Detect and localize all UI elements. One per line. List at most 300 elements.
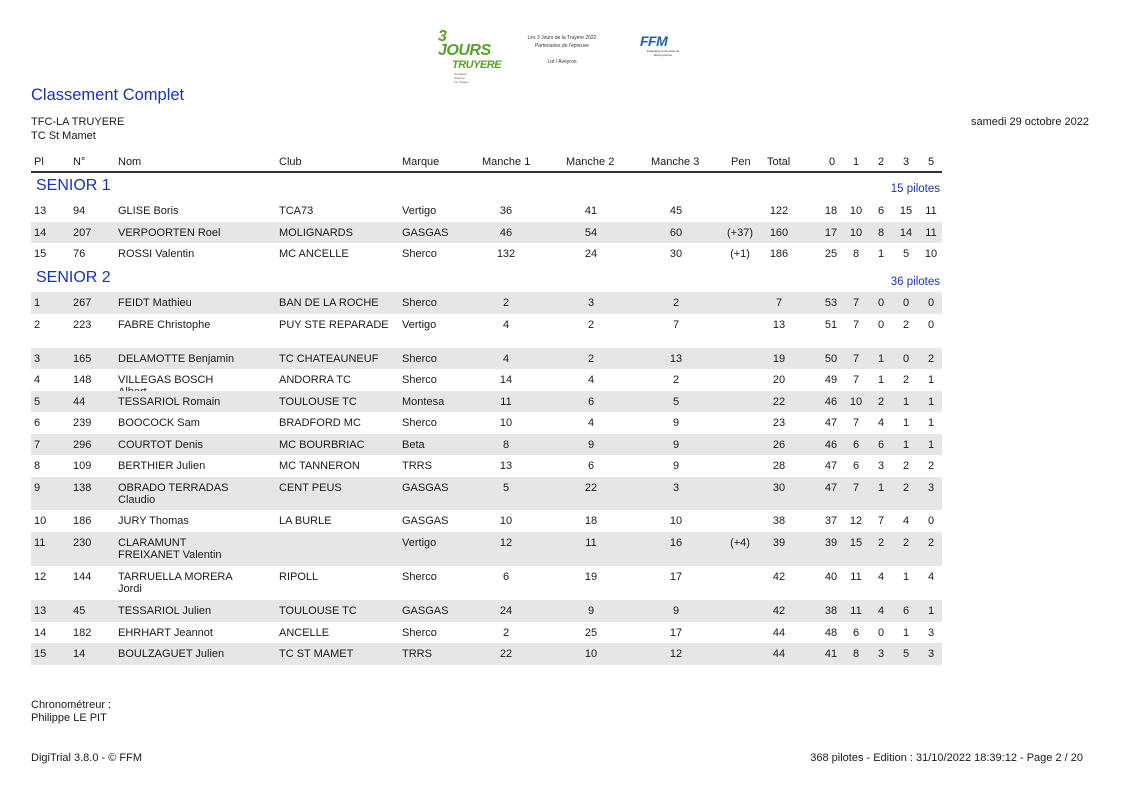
category-count: 15 pilotes bbox=[890, 183, 940, 195]
table-row bbox=[31, 455, 942, 477]
cell-m2: 9 bbox=[587, 605, 595, 617]
cell-marque: Sherco bbox=[402, 353, 437, 365]
cell-z3: 2 bbox=[902, 374, 910, 386]
cell-m2: 9 bbox=[587, 439, 595, 451]
cell-num: 165 bbox=[73, 353, 92, 365]
cell-z0: 47 bbox=[824, 417, 838, 429]
col-club: Club bbox=[279, 156, 302, 168]
cell-z3: 15 bbox=[899, 205, 913, 217]
cell-club: BRADFORD MC bbox=[279, 417, 361, 429]
cell-marque: GASGAS bbox=[402, 605, 449, 617]
cell-z5: 2 bbox=[927, 460, 935, 472]
cell-total: 22 bbox=[772, 396, 786, 408]
cell-z5: 3 bbox=[927, 482, 935, 494]
chrono-label: Chronométreur : bbox=[31, 699, 112, 711]
cell-z3: 0 bbox=[902, 353, 910, 365]
middle-logo-line1: Les 3 Jours de la Truyère 2022 bbox=[527, 35, 597, 41]
table-row bbox=[31, 348, 942, 369]
cell-m1: 13 bbox=[499, 460, 513, 472]
cell-nom: CLARAMUNT FREIXANET Valentin bbox=[118, 537, 222, 561]
cell-m1: 6 bbox=[502, 571, 510, 583]
organizer: TFC-LA TRUYERE bbox=[31, 116, 125, 128]
cell-pen: (+4) bbox=[730, 537, 750, 549]
cell-club: PUY STE REPARADE bbox=[279, 319, 389, 331]
cell-z5: 1 bbox=[927, 439, 935, 451]
event-logo-sub1: Occitanie bbox=[454, 72, 467, 76]
middle-logo-line3: Lot / Aveyron bbox=[547, 59, 577, 65]
cell-z2: 3 bbox=[877, 648, 885, 660]
cell-pl: 14 bbox=[34, 627, 47, 639]
cell-total: 19 bbox=[772, 353, 786, 365]
col-marque: Marque bbox=[402, 156, 440, 168]
middle-logo bbox=[526, 34, 598, 68]
cell-m2: 10 bbox=[584, 648, 598, 660]
cell-total: 28 bbox=[772, 460, 786, 472]
cell-z1: 10 bbox=[849, 227, 863, 239]
cell-z2: 4 bbox=[877, 417, 885, 429]
cell-marque: Sherco bbox=[402, 297, 437, 309]
cell-num: 94 bbox=[73, 205, 86, 217]
cell-z0: 25 bbox=[824, 248, 838, 260]
cell-num: 182 bbox=[73, 627, 92, 639]
cell-num: 138 bbox=[73, 482, 92, 494]
cell-z0: 18 bbox=[824, 205, 838, 217]
cell-z3: 2 bbox=[902, 319, 910, 331]
cell-z3: 1 bbox=[902, 417, 910, 429]
cell-z0: 46 bbox=[824, 396, 838, 408]
cell-m1: 4 bbox=[502, 353, 510, 365]
cell-nom: EHRHART Jeannot bbox=[118, 627, 213, 639]
cell-m1: 12 bbox=[499, 537, 513, 549]
cell-club: TOULOUSE TC bbox=[279, 396, 357, 408]
table-row bbox=[31, 643, 942, 665]
cell-z5: 10 bbox=[924, 248, 938, 260]
cell-z1: 15 bbox=[849, 537, 863, 549]
cell-m3: 9 bbox=[672, 439, 680, 451]
cell-z3: 2 bbox=[902, 482, 910, 494]
cell-club: MOLIGNARDS bbox=[279, 227, 353, 239]
table-row bbox=[31, 391, 942, 412]
cell-nom: JURY Thomas bbox=[118, 515, 189, 527]
cell-pl: 10 bbox=[34, 515, 47, 527]
chrono-block bbox=[31, 699, 111, 725]
cell-m2: 19 bbox=[584, 571, 598, 583]
cell-m2: 4 bbox=[587, 417, 595, 429]
cell-z0: 38 bbox=[824, 605, 838, 617]
cell-num: 239 bbox=[73, 417, 92, 429]
cell-num: 207 bbox=[73, 227, 92, 239]
cell-z1: 7 bbox=[852, 319, 860, 331]
cell-num: 296 bbox=[73, 439, 92, 451]
cell-z3: 2 bbox=[902, 537, 910, 549]
cell-m1: 22 bbox=[499, 648, 513, 660]
cell-pl: 14 bbox=[34, 227, 47, 239]
cell-pl: 15 bbox=[34, 648, 47, 660]
cell-m3: 5 bbox=[672, 396, 680, 408]
cell-pl: 13 bbox=[34, 605, 47, 617]
cell-nom: FABRE Christophe bbox=[118, 319, 211, 331]
cell-m1: 8 bbox=[502, 439, 510, 451]
cell-num: 109 bbox=[73, 460, 92, 472]
cell-marque: Sherco bbox=[402, 248, 437, 260]
header-divider bbox=[31, 171, 942, 173]
table-row bbox=[31, 532, 942, 566]
col-z3: 3 bbox=[903, 156, 910, 168]
cell-z0: 47 bbox=[824, 460, 838, 472]
cell-z2: 0 bbox=[877, 319, 885, 331]
cell-z0: 39 bbox=[824, 537, 838, 549]
cell-z2: 0 bbox=[877, 627, 885, 639]
table-row bbox=[31, 222, 942, 243]
table-row bbox=[31, 434, 942, 455]
cell-z3: 0 bbox=[902, 297, 910, 309]
table-row bbox=[31, 510, 942, 532]
cell-club: BAN DE LA ROCHE bbox=[279, 297, 379, 309]
cell-z5: 11 bbox=[925, 227, 937, 239]
cell-marque: GASGAS bbox=[402, 515, 449, 527]
cell-m3: 17 bbox=[669, 571, 683, 583]
cell-z1: 6 bbox=[852, 627, 860, 639]
col-z1: 1 bbox=[853, 156, 860, 168]
cell-club: LA BURLE bbox=[279, 515, 332, 527]
cell-z5: 1 bbox=[927, 417, 935, 429]
cell-club: CENT PEUS bbox=[279, 482, 342, 494]
cell-m3: 2 bbox=[672, 297, 680, 309]
col-m1: Manche 1 bbox=[482, 156, 531, 168]
event-logo-line2: TRUYERE bbox=[452, 59, 502, 71]
cell-m1: 11 bbox=[500, 396, 512, 408]
cell-total: 160 bbox=[769, 227, 789, 239]
cell-m3: 2 bbox=[672, 374, 680, 386]
cell-z2: 2 bbox=[877, 396, 885, 408]
table-row bbox=[31, 622, 942, 643]
cell-nom: TARRUELLA MORERA Jordi bbox=[118, 571, 233, 595]
cell-nom: TESSARIOL Julien bbox=[118, 605, 212, 617]
cell-z2: 3 bbox=[877, 460, 885, 472]
cell-m2: 6 bbox=[587, 396, 595, 408]
cell-z3: 14 bbox=[899, 227, 913, 239]
col-num: N° bbox=[73, 156, 86, 168]
table-row bbox=[31, 412, 942, 434]
cell-z0: 51 bbox=[824, 319, 838, 331]
event-logo-line1: 3 JOURS bbox=[438, 28, 491, 59]
cell-nom: TESSARIOL Romain bbox=[118, 396, 221, 408]
cell-z2: 6 bbox=[877, 439, 885, 451]
table-row bbox=[31, 477, 942, 510]
cell-z1: 11 bbox=[850, 571, 862, 583]
cell-pl: 8 bbox=[34, 460, 41, 472]
event-logo-sub2: Aveyron bbox=[454, 76, 465, 80]
cell-m2: 25 bbox=[584, 627, 598, 639]
cell-club: ANCELLE bbox=[279, 627, 330, 639]
cell-m2: 22 bbox=[584, 482, 598, 494]
cell-m3: 9 bbox=[672, 460, 680, 472]
cell-z3: 2 bbox=[902, 460, 910, 472]
cell-pl: 2 bbox=[34, 319, 41, 331]
cell-m2: 11 bbox=[585, 537, 597, 549]
event-logo-sub3: La Truyère bbox=[454, 80, 469, 84]
cell-m2: 2 bbox=[587, 319, 595, 331]
cell-total: 30 bbox=[772, 482, 786, 494]
cell-z2: 1 bbox=[877, 248, 885, 260]
cell-pen: (+37) bbox=[727, 227, 753, 239]
page-title: Classement Complet bbox=[31, 86, 185, 104]
cell-m1: 10 bbox=[499, 515, 513, 527]
cell-club: TOULOUSE TC bbox=[279, 605, 357, 617]
cell-m1: 5 bbox=[502, 482, 510, 494]
category-title: SENIOR 2 bbox=[36, 269, 111, 286]
cell-z2: 2 bbox=[877, 537, 885, 549]
cell-z2: 1 bbox=[877, 353, 885, 365]
cell-nom: BERTHIER Julien bbox=[118, 460, 206, 472]
event-logo bbox=[438, 28, 502, 84]
cell-m1: 10 bbox=[499, 417, 513, 429]
cell-z1: 6 bbox=[852, 460, 860, 472]
cell-marque: GASGAS bbox=[402, 227, 449, 239]
cell-m2: 41 bbox=[584, 205, 598, 217]
col-total: Total bbox=[767, 156, 791, 168]
cell-marque: Beta bbox=[402, 439, 425, 451]
cell-marque: Vertigo bbox=[402, 319, 437, 331]
cell-m1: 46 bbox=[499, 227, 513, 239]
cell-z1: 8 bbox=[852, 248, 860, 260]
cell-m3: 9 bbox=[672, 417, 680, 429]
col-z0: 0 bbox=[829, 156, 836, 168]
cell-m2: 6 bbox=[587, 460, 595, 472]
chrono-name: Philippe LE PIT bbox=[31, 712, 107, 724]
col-pen: Pen bbox=[731, 156, 751, 168]
cell-marque: TRRS bbox=[402, 648, 432, 660]
cell-m2: 3 bbox=[587, 297, 595, 309]
table-row bbox=[31, 314, 942, 336]
cell-club: ANDORRA TC bbox=[279, 374, 351, 386]
cell-total: 186 bbox=[769, 248, 789, 260]
cell-z5: 3 bbox=[927, 648, 935, 660]
cell-total: 7 bbox=[775, 297, 783, 309]
cell-z5: 1 bbox=[927, 374, 935, 386]
cell-marque: Vertigo bbox=[402, 205, 437, 217]
cell-num: 14 bbox=[73, 648, 86, 660]
cell-z0: 50 bbox=[824, 353, 838, 365]
cell-club: MC TANNERON bbox=[279, 460, 360, 472]
cell-m3: 45 bbox=[669, 205, 683, 217]
cell-nom: VERPOORTEN Roel bbox=[118, 227, 221, 239]
cell-z1: 11 bbox=[850, 605, 862, 617]
cell-nom: OBRADO TERRADAS Claudio bbox=[118, 482, 229, 506]
cell-z0: 40 bbox=[824, 571, 838, 583]
cell-club: RIPOLL bbox=[279, 571, 319, 583]
cell-m3: 7 bbox=[672, 319, 680, 331]
cell-z0: 53 bbox=[824, 297, 838, 309]
cell-z3: 1 bbox=[902, 439, 910, 451]
cell-nom: COURTOT Denis bbox=[118, 439, 203, 451]
cell-m1: 24 bbox=[499, 605, 513, 617]
middle-logo-line2: Partenaires de l'épreuve bbox=[534, 43, 590, 49]
cell-z2: 1 bbox=[877, 482, 885, 494]
cell-total: 23 bbox=[772, 417, 786, 429]
cell-m3: 30 bbox=[669, 248, 683, 260]
col-m3: Manche 3 bbox=[651, 156, 700, 168]
cell-nom: BOOCOCK Sam bbox=[118, 417, 200, 429]
cell-num: 223 bbox=[73, 319, 92, 331]
cell-nom: GLISE Boris bbox=[118, 205, 179, 217]
cell-marque: GASGAS bbox=[402, 482, 449, 494]
cell-m1: 2 bbox=[502, 627, 510, 639]
cell-z5: 4 bbox=[927, 571, 935, 583]
cell-m2: 2 bbox=[587, 353, 595, 365]
cell-total: 44 bbox=[772, 648, 786, 660]
cell-pl: 6 bbox=[34, 417, 41, 429]
cell-total: 20 bbox=[772, 374, 786, 386]
cell-z2: 4 bbox=[877, 571, 885, 583]
cell-m3: 17 bbox=[669, 627, 683, 639]
cell-z0: 37 bbox=[824, 515, 838, 527]
cell-z2: 8 bbox=[877, 227, 885, 239]
col-nom: Nom bbox=[118, 156, 142, 168]
cell-m1: 36 bbox=[499, 205, 513, 217]
cell-pl: 15 bbox=[34, 248, 47, 260]
software-info: DigiTrial 3.8.0 - © FFM bbox=[31, 752, 142, 764]
cell-m3: 13 bbox=[669, 353, 683, 365]
cell-num: 45 bbox=[73, 605, 86, 617]
col-m2: Manche 2 bbox=[566, 156, 615, 168]
cell-club: TC ST MAMET bbox=[279, 648, 354, 660]
cell-z2: 6 bbox=[877, 205, 885, 217]
cell-club: MC BOURBRIAC bbox=[279, 439, 365, 451]
cell-num: 144 bbox=[73, 571, 92, 583]
cell-z5: 0 bbox=[927, 515, 935, 527]
cell-nom: BOULZAGUET Julien bbox=[118, 648, 225, 660]
cell-z1: 7 bbox=[852, 353, 860, 365]
cell-total: 26 bbox=[772, 439, 786, 451]
cell-m1: 2 bbox=[502, 297, 510, 309]
cell-z2: 4 bbox=[877, 605, 885, 617]
cell-z1: 10 bbox=[849, 205, 863, 217]
cell-club: TCA73 bbox=[279, 205, 314, 217]
cell-pl: 1 bbox=[34, 297, 41, 309]
cell-z1: 7 bbox=[852, 374, 860, 386]
cell-club: TC CHATEAUNEUF bbox=[279, 353, 379, 365]
table-row bbox=[31, 369, 942, 391]
col-z2: 2 bbox=[878, 156, 885, 168]
cell-z3: 1 bbox=[902, 396, 910, 408]
cell-z5: 1 bbox=[927, 605, 935, 617]
cell-marque: Sherco bbox=[402, 374, 437, 386]
cell-m2: 4 bbox=[587, 374, 595, 386]
cell-m2: 54 bbox=[584, 227, 598, 239]
ffm-logo-sub: Fédération Française de Motocyclisme bbox=[646, 49, 680, 57]
cell-m3: 3 bbox=[672, 482, 680, 494]
col-pl: Pl bbox=[34, 156, 44, 168]
cell-num: 230 bbox=[73, 537, 92, 549]
cell-z3: 6 bbox=[902, 605, 910, 617]
cell-z1: 10 bbox=[849, 396, 863, 408]
cell-marque: Sherco bbox=[402, 571, 437, 583]
cell-marque: Vertigo bbox=[402, 537, 437, 549]
table-row bbox=[31, 566, 942, 595]
ffm-logo bbox=[640, 33, 686, 63]
cell-marque: Sherco bbox=[402, 627, 437, 639]
cell-z2: 1 bbox=[877, 374, 885, 386]
cell-pl: 9 bbox=[34, 482, 41, 494]
cell-nom: DELAMOTTE Benjamin bbox=[118, 353, 235, 365]
cell-pl: 12 bbox=[34, 571, 47, 583]
table-row bbox=[31, 243, 942, 264]
cell-z3: 4 bbox=[902, 515, 910, 527]
cell-num: 44 bbox=[73, 396, 86, 408]
edition-info: 368 pilotes - Edition : 31/10/2022 18:39:12 - Page 2 / 20 bbox=[810, 752, 1083, 764]
cell-z5: 0 bbox=[927, 319, 935, 331]
cell-z5: 2 bbox=[927, 537, 935, 549]
cell-z3: 5 bbox=[902, 248, 910, 260]
cell-marque: Sherco bbox=[402, 417, 437, 429]
cell-m1: 132 bbox=[496, 248, 516, 260]
cell-total: 42 bbox=[772, 605, 786, 617]
cell-z5: 2 bbox=[927, 353, 935, 365]
cell-z0: 46 bbox=[824, 439, 838, 451]
cell-z0: 17 bbox=[824, 227, 838, 239]
cell-pl: 4 bbox=[34, 374, 41, 386]
cell-total: 44 bbox=[772, 627, 786, 639]
cell-total: 38 bbox=[772, 515, 786, 527]
event-date: samedi 29 octobre 2022 bbox=[970, 116, 1089, 128]
cell-z5: 1 bbox=[927, 396, 935, 408]
cell-m3: 10 bbox=[669, 515, 683, 527]
cell-z1: 8 bbox=[852, 648, 860, 660]
cell-total: 42 bbox=[772, 571, 786, 583]
cell-z1: 7 bbox=[852, 417, 860, 429]
cell-z1: 7 bbox=[852, 482, 860, 494]
cell-z5: 0 bbox=[927, 297, 935, 309]
cell-nom: ROSSI Valentin bbox=[118, 248, 195, 260]
cell-z5: 11 bbox=[925, 205, 937, 217]
cell-pl: 7 bbox=[34, 439, 41, 451]
cell-m3: 9 bbox=[672, 605, 680, 617]
cell-total: 122 bbox=[769, 205, 789, 217]
cell-pl: 3 bbox=[34, 353, 41, 365]
cell-num: 186 bbox=[73, 515, 92, 527]
cell-nom: VILLEGAS BOSCH bbox=[118, 374, 214, 386]
cell-marque: TRRS bbox=[402, 460, 432, 472]
cell-z5: 3 bbox=[927, 627, 935, 639]
cell-z1: 7 bbox=[852, 297, 860, 309]
table-row bbox=[31, 292, 942, 314]
cell-z3: 1 bbox=[902, 627, 910, 639]
table-row bbox=[31, 200, 942, 222]
cell-m2: 18 bbox=[584, 515, 598, 527]
cell-pl: 13 bbox=[34, 205, 47, 217]
cell-m3: 60 bbox=[669, 227, 683, 239]
cell-num: 76 bbox=[73, 248, 86, 260]
table-row bbox=[31, 600, 942, 622]
cell-m3: 16 bbox=[669, 537, 683, 549]
cell-num: 267 bbox=[73, 297, 92, 309]
cell-m1: 14 bbox=[499, 374, 513, 386]
venue: TC St Mamet bbox=[31, 130, 96, 142]
cell-z1: 6 bbox=[852, 439, 860, 451]
cell-z1: 12 bbox=[849, 515, 863, 527]
cell-m2: 24 bbox=[584, 248, 598, 260]
cell-club: MC ANCELLE bbox=[279, 248, 349, 260]
cell-total: 39 bbox=[772, 537, 786, 549]
cell-z2: 0 bbox=[877, 297, 885, 309]
category-count: 36 pilotes bbox=[890, 276, 940, 288]
cell-m1: 4 bbox=[502, 319, 510, 331]
cell-marque: Montesa bbox=[402, 396, 445, 408]
cell-pl: 5 bbox=[34, 396, 41, 408]
cell-z3: 1 bbox=[902, 571, 910, 583]
cell-z0: 49 bbox=[824, 374, 838, 386]
